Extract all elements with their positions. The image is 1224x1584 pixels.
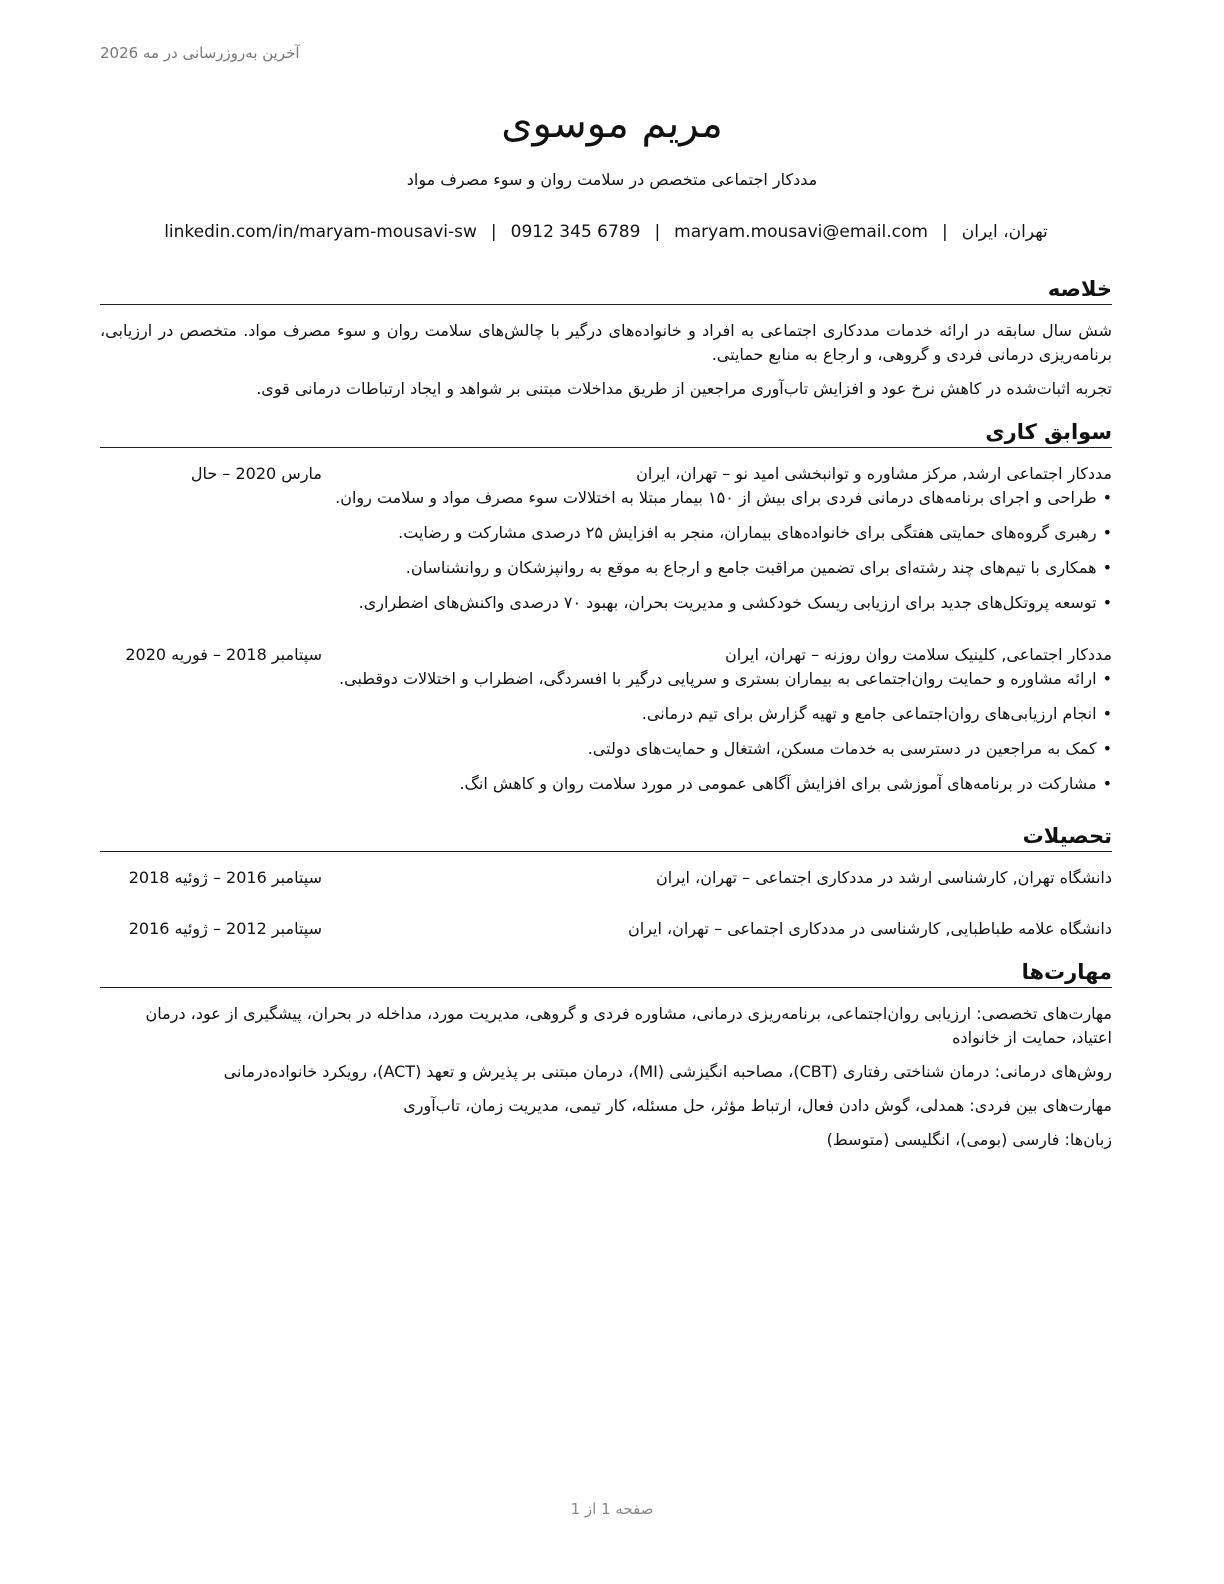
summary-paragraph: تجربه اثبات‌شده در کاهش نرخ عود و افزایش تاب‌آوری مراجعین از طریق مداخلات مبتنی بر شواهد و ایجاد ارتباطات درمانی قوی. — [256, 379, 1112, 398]
job-entry — [100, 462, 1112, 615]
education-heading: تحصیلات — [100, 821, 1112, 852]
skills-line: مهارت‌های تخصصی: ارزیابی روان‌اجتماعی، برنامه‌ریزی درمانی، مشاوره فردی و گروهی، مدیریت مورد، مداخله در بحران، پیشگیری از عود، درمان اعتیاد، حمایت از خانواده — [145, 1004, 1112, 1047]
job-bullets — [100, 667, 1112, 796]
skills-line: روش‌های درمانی: درمان شناختی رفتاری (CBT)، مصاحبه انگیزشی (MI)، درمان مبتنی بر پذیرش و تعهد (ACT)، رویکرد خانواده‌درمانی — [223, 1062, 1112, 1081]
skills-line: زبان‌ها: فارسی (بومی)، انگلیسی (متوسط) — [826, 1130, 1112, 1149]
job-bullet: • توسعه پروتکل‌های جدید برای ارزیابی ریسک خودکشی و مدیریت بحران، بهبود ۷۰ درصدی واکنش‌های اضطراری. — [100, 591, 1112, 615]
job-dates: سپتامبر 2018 – فوریه 2020 — [125, 645, 322, 664]
job-header — [100, 643, 1112, 667]
education-entry — [100, 917, 1112, 941]
job-header — [100, 462, 1112, 486]
job-bullet: • انجام ارزیابی‌های روان‌اجتماعی جامع و تهیه گزارش برای تیم درمانی. — [100, 702, 1112, 726]
contact-separator: | — [654, 222, 661, 242]
job-bullet: • ارائه مشاوره و حمایت روان‌اجتماعی به بیماران بستری و سرپایی درگیر با افسردگی، اضطراب و اختلالات دوقطبی. — [100, 667, 1112, 691]
summary-heading: خلاصه — [100, 274, 1112, 305]
education-title: دانشگاه علامه طباطبایی, کارشناسی در مددکاری اجتماعی – تهران، ایران — [627, 919, 1112, 938]
education-title: دانشگاه تهران, کارشناسی ارشد در مددکاری اجتماعی – تهران، ایران — [656, 868, 1112, 887]
resume-content — [100, 274, 1112, 1162]
summary-paragraph: شش سال سابقه در ارائه خدمات مددکاری اجتماعی به افراد و خانواده‌های درگیر با چالش‌های سلامت روان و سوء مصرف مواد. متخصص در ارزیابی، برنامه‌ریزی درمانی فردی و گروهی، و ارجاع به منابع حمایتی. — [100, 321, 1112, 364]
last-updated-note: آخرین به‌روزرسانی در مه 2026 — [100, 44, 300, 62]
candidate-title: مددکار اجتماعی متخصص در سلامت روان و سوء مصرف مواد — [406, 170, 818, 189]
skills-line: مهارت‌های بین فردی: همدلی، گوش دادن فعال، ارتباط مؤثر، حل مسئله، کار تیمی، مدیریت زمان، تاب‌آوری — [403, 1096, 1112, 1115]
job-bullet: • مشارکت در برنامه‌های آموزشی برای افزایش آگاهی عمومی در مورد سلامت روان و کاهش انگ. — [100, 772, 1112, 796]
job-title: مددکار اجتماعی ارشد, مرکز مشاوره و توانبخشی امید نو – تهران، ایران — [636, 464, 1112, 483]
contact-email[interactable]: maryam.mousavi@email.com — [674, 222, 928, 242]
job-title: مددکار اجتماعی, کلینیک سلامت روان روزنه – تهران، ایران — [724, 645, 1112, 664]
education-entry — [100, 866, 1112, 890]
job-dates: مارس 2020 – حال — [190, 464, 322, 483]
education-dates: سپتامبر 2012 – ژوئیه 2016 — [128, 919, 322, 938]
candidate-name: مریم موسوی — [501, 101, 723, 147]
contact-linkedin[interactable]: linkedin.com/in/maryam-mousavi-sw — [164, 222, 477, 242]
job-bullets — [100, 486, 1112, 615]
job-bullet: • همکاری با تیم‌های چند رشته‌ای برای تضمین مراقبت جامع و ارجاع به موقع به روانپزشکان و روانشناسان. — [100, 556, 1112, 580]
contact-separator: | — [941, 222, 948, 242]
education-dates: سپتامبر 2016 – ژوئیه 2018 — [128, 868, 322, 887]
contact-separator: | — [490, 222, 497, 242]
job-bullet: • کمک به مراجعین در دسترسی به خدمات مسکن، اشتغال و حمایت‌های دولتی. — [100, 737, 1112, 761]
contact-phone[interactable]: 0912 345 6789 — [510, 222, 641, 242]
experience-heading: سوابق کاری — [100, 417, 1112, 448]
job-entry — [100, 643, 1112, 796]
page-number: صفحه 1 از 1 — [570, 1500, 654, 1518]
job-bullet: • طراحی و اجرای برنامه‌های درمانی فردی برای بیش از ۱۵۰ بیمار مبتلا به اختلالات سوء مصرف مواد و سلامت روان. — [100, 486, 1112, 510]
skills-heading: مهارت‌ها — [100, 957, 1112, 988]
contact-line — [100, 222, 1112, 242]
job-bullet: • رهبری گروه‌های حمایتی هفتگی برای خانواده‌های بیماران، منجر به افزایش ۲۵ درصدی مشارکت و رضایت. — [100, 521, 1112, 545]
contact-location: تهران، ایران — [961, 222, 1048, 242]
